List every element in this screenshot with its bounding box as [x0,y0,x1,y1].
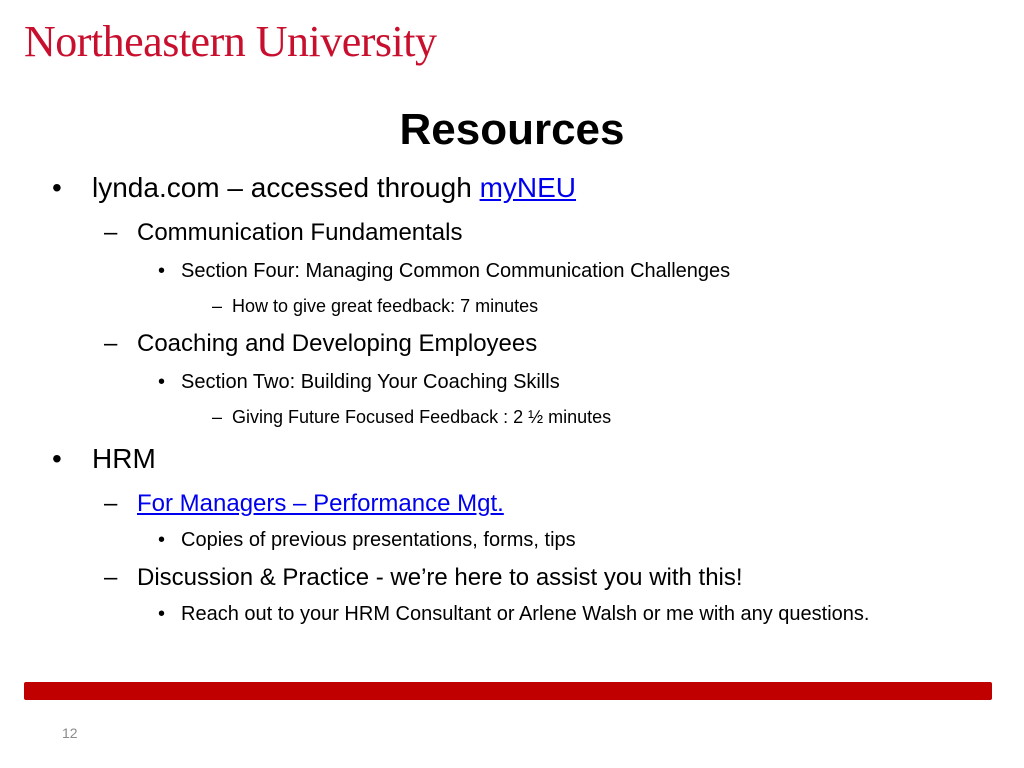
list-item-text: Coaching and Developing Employees [137,330,538,357]
list-item-text: Giving Future Focused Feedback : 2 ½ minutes [232,407,612,427]
list-item [181,258,730,284]
dash-marker: – [212,296,223,316]
list-item [137,329,537,359]
list-item [92,442,156,476]
bullet-marker: • [52,172,62,203]
bullet-marker: • [158,371,166,393]
list-item-text: Section Four: Managing Common Communication Challenges [181,260,731,282]
list-item-text: Copies of previous presentations, forms, tips [181,529,576,551]
dash-marker: – [104,330,118,357]
list-item [181,369,560,395]
list-item [232,406,611,428]
bullet-marker: • [52,443,62,474]
dash-marker: – [104,490,118,517]
bullet-marker: • [158,529,166,551]
list-item [137,489,504,519]
footer-divider-bar [24,682,992,700]
myneu-link[interactable]: myNEU [479,172,577,203]
list-item-text: Discussion & Practice - we’re here to assist you with this! [137,564,743,591]
dash-marker: – [104,564,118,591]
list-item-text: lynda.com – accessed through [92,172,480,203]
list-item [92,171,576,205]
page-number: 12 [62,725,78,741]
list-item [137,563,743,593]
northeastern-university-logo: Northeastern University [24,17,437,66]
bullet-marker: • [158,260,166,282]
list-item-text: How to give great feedback: 7 minutes [232,296,539,316]
bullet-marker: • [158,603,166,625]
list-item-text: Communication Fundamentals [137,219,463,246]
list-item [137,218,463,248]
dash-marker: – [104,219,118,246]
list-item-text: Reach out to your HRM Consultant or Arlene Walsh or me with any questions. [181,603,870,625]
list-item [181,527,576,553]
for-managers-link[interactable]: For Managers – Performance Mgt. [137,490,504,517]
slide-title: Resources [399,105,625,154]
list-item-text: Section Two: Building Your Coaching Skills [181,371,560,393]
list-item [181,601,869,627]
dash-marker: – [212,407,223,427]
list-item-text: HRM [92,443,156,474]
list-item [232,295,538,317]
